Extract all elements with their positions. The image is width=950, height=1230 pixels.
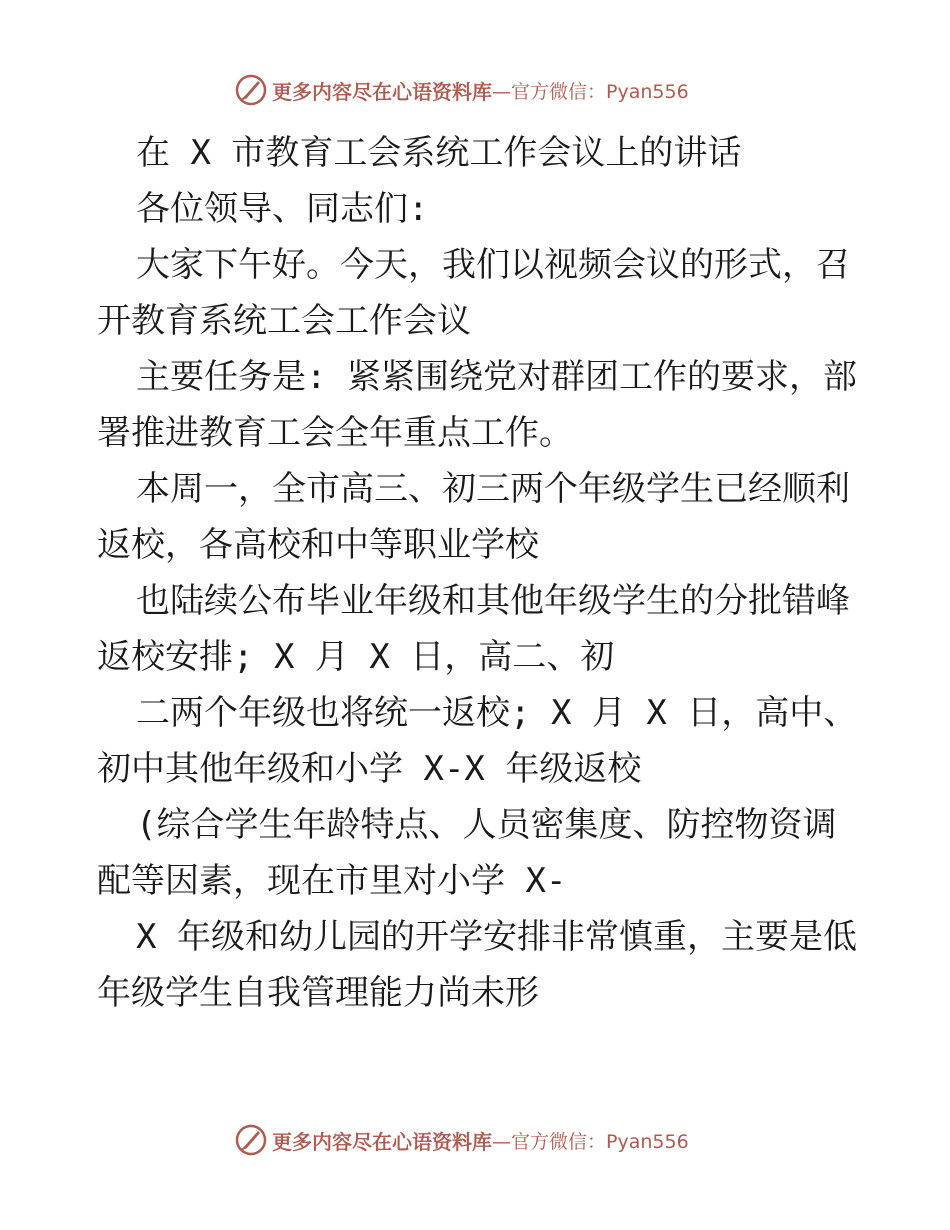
paragraph-7: [97, 909, 857, 1021]
paragraph-line: 返校，各高校和中等职业学校: [97, 525, 539, 565]
speech-body: [97, 125, 857, 1021]
paragraph-line: 配等因素，现在市里对小学 X-: [97, 861, 567, 901]
paragraph-line: 本周一，全市高三、初三两个年级学生已经顺利: [136, 469, 850, 509]
greeting: 各位领导、同志们:: [136, 189, 429, 229]
paragraph-line: 年级学生自我管理能力尚未形: [97, 973, 539, 1013]
paragraph-1: [97, 237, 857, 349]
speech-title: 在 X 市教育工会系统工作会议上的讲话: [136, 133, 742, 173]
footer-watermark-banner: [234, 1122, 689, 1158]
banner-main-text: 更多内容尽在心语资料库: [272, 1129, 492, 1154]
paragraph-6: [97, 797, 857, 909]
paragraph-2: [97, 349, 857, 461]
paragraph-5: [97, 685, 857, 797]
paragraph-3: [97, 461, 857, 573]
banner-wechat-text: —官方微信：Pyan556: [492, 1130, 689, 1153]
paragraph-line: 也陆续公布毕业年级和其他年级学生的分批错峰: [136, 581, 850, 621]
paragraph-line: 初中其他年级和小学 X-X 年级返校: [97, 749, 642, 789]
header-watermark-banner: [234, 72, 689, 108]
paragraph-line: (综合学生年龄特点、人员密集度、防控物资调: [136, 805, 837, 845]
quill-logo-icon: [234, 1123, 268, 1157]
paragraph-4: [97, 573, 857, 685]
paragraph-line: X 年级和幼儿园的开学安排非常慎重，主要是低: [136, 917, 857, 957]
banner-wechat-text: —官方微信：Pyan556: [492, 80, 689, 103]
banner-main-text: 更多内容尽在心语资料库: [272, 79, 492, 104]
paragraph-line: 大家下午好。今天，我们以视频会议的形式，召: [136, 245, 850, 285]
quill-logo-icon: [234, 73, 268, 107]
paragraph-line: 主要任务是: 紧紧围绕党对群团工作的要求，部: [136, 357, 857, 397]
paragraph-line: 署推进教育工会全年重点工作。: [97, 413, 573, 453]
paragraph-line: 返校安排; X 月 X 日，高二、初: [97, 637, 615, 677]
paragraph-line: 开教育系统工会工作会议: [97, 301, 471, 341]
paragraph-line: 二两个年级也将统一返校; X 月 X 日，高中、: [136, 693, 858, 733]
